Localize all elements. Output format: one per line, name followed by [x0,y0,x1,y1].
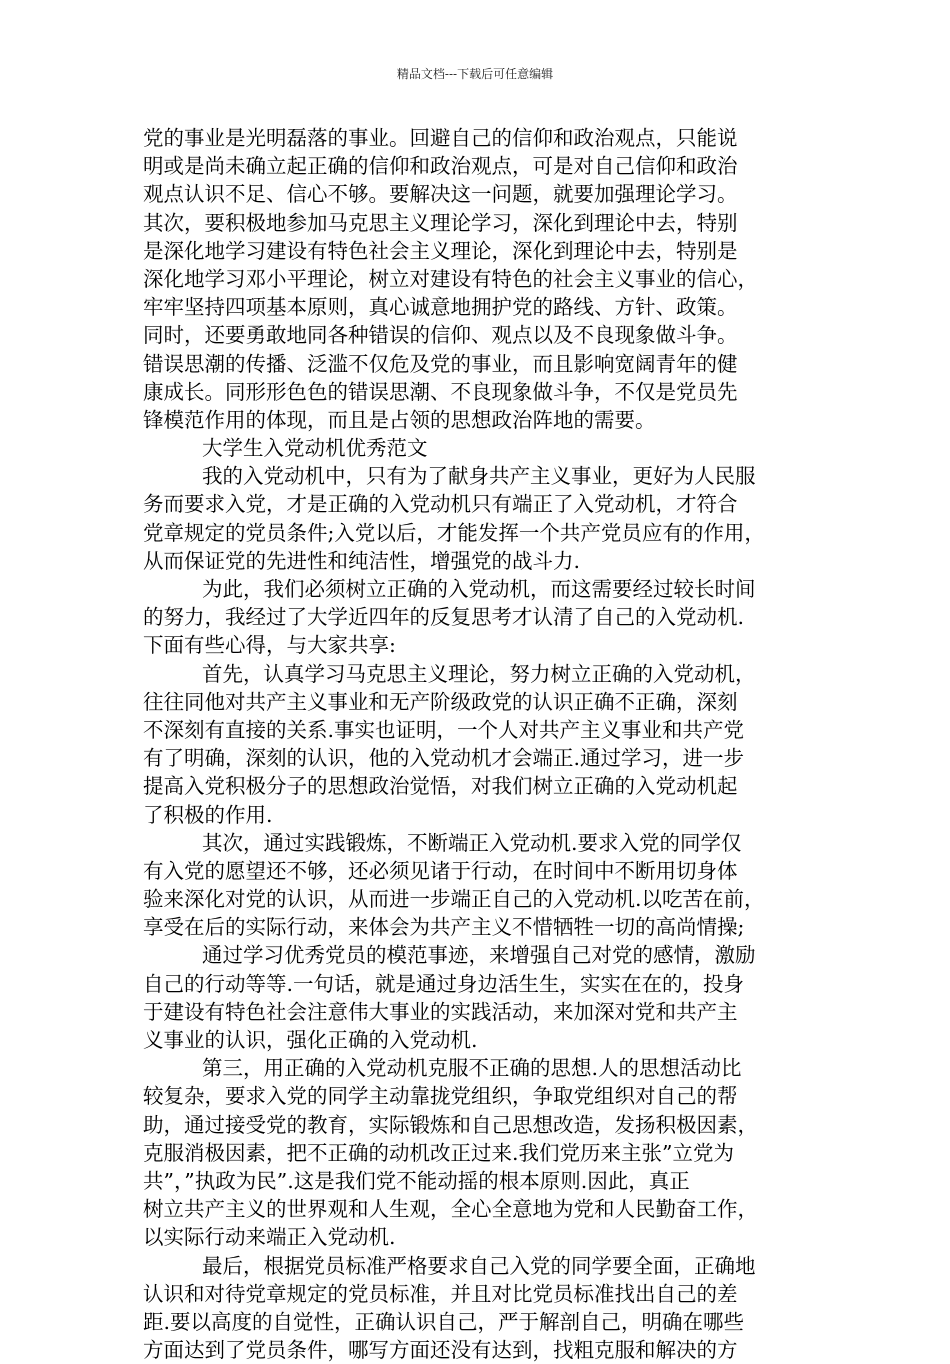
text-line: 通过学习优秀党员的模范事迹，来增强自己对党的感情，激励 [202,943,756,968]
text-line: 其次，要积极地参加马克思主义理论学习，深化到理论中去，特别 [143,210,738,235]
page-header: 精品文档---下载后可任意编辑 [396,67,554,81]
text-line: 锋模范作用的体现，而且是占领的思想政治阵地的需要。 [143,407,656,432]
text-line: 最后，根据党员标准严格要求自己入党的同学要全面，正确地 [202,1253,756,1278]
text-line: 从而保证党的先进性和纯洁性，增强党的战斗力. [143,548,581,573]
text-line: 其次，通过实践锻炼，不断端正入党动机.要求入党的同学仅 [202,830,742,855]
text-line: 自己的行动等等.一句话，就是通过身边活生生，实实在在的，投身 [143,971,745,996]
text-line: 第三，用正确的入党动机克服不正确的思想.人的思想活动比 [202,1056,742,1081]
text-line: 党的事业是光明磊落的事业。回避自己的信仰和政治观点，只能说 [143,126,738,150]
text-line: 大学生入党动机优秀范文 [202,436,428,461]
text-line: 提高入党积极分子的思想政治觉悟，对我们树立正确的入党动机起 [143,774,738,799]
text-line: 有了明确，深刻的认识，他的入党动机才会端正.通过学习，进一步 [143,746,745,771]
text-line: 共”，”执政为民”.这是我们党不能动摇的根本原则.因此，真正 [143,1168,690,1193]
text-line: 以实际行动来端正入党动机. [143,1225,396,1250]
text-line: 我的入党动机中，只有为了献身共产主义事业，更好为人民服 [202,464,756,489]
text-line: 了积极的作用. [143,802,273,827]
text-line: 错误思潮的传播、泛滥不仅危及党的事业，而且影响宽阔青年的健 [143,351,738,376]
text-line: 享受在后的实际行动，来体会为共产主义不惜牺牲一切的高尚情操; [143,915,745,940]
text-line: 有入党的愿望还不够，还必须见诸于行动，在时间中不断用切身体 [143,858,738,883]
text-line: 首先，认真学习马克思主义理论，努力树立正确的入党动机， [202,661,756,686]
text-line: 牢牢坚持四项基本原则，真心诚意地拥护党的路线、方针、政策。 [143,295,738,320]
text-line: 同时，还要勇敢地同各种错误的信仰、观点以及不良现象做斗争。 [143,323,738,348]
text-line: 下面有些心得，与大家共享: [143,633,396,658]
text-line: 树立共产主义的世界观和人生观，全心全意地为党和人民勤奋工作， [143,1197,758,1222]
text-line: 务而要求入党，才是正确的入党动机只有端正了入党动机，才符合 [143,492,738,517]
text-line: 党章规定的党员条件;入党以后，才能发挥一个共产党员应有的作用， [143,520,765,545]
text-line: 义事业的认识，强化正确的入党动机. [143,1028,478,1052]
text-line: 克服消极因素，把不正确的动机改正过来.我们党历来主张”立党为 [143,1140,734,1165]
text-line: 观点认识不足、信心不够。要解决这一问题，就要加强理论学习。 [143,182,738,207]
text-line: 方面达到了党员条件，哪写方面还没有达到，找粗克服和解决的方 [143,1338,738,1363]
text-line: 深化地学习邓小平理论，树立对建设有特色的社会主义事业的信心， [143,266,758,291]
text-line: 于建设有特色社会注意伟大事业的实践活动，来加深对党和共产主 [143,999,738,1024]
text-line: 明或是尚未确立起正确的信仰和政治观点，可是对自己信仰和政治 [143,154,738,179]
text-line: 较复杂，要求入党的同学主动靠拢党组织，争取党组织对自己的帮 [143,1084,738,1109]
document-body [143,124,825,1364]
text-line: 的努力，我经过了大学近四年的反复思考才认清了自己的入党动机. [143,605,745,630]
text-line: 助，通过接受党的教育，实际锻炼和自己思想改造，发扬积极因素， [143,1112,758,1137]
text-line: 不深刻有直接的关系.事实也证明，一个人对共产主义事业和共产党 [143,717,745,742]
text-line: 认识和对待党章规定的党员标准，并且对比党员标准找出自己的差 [143,1281,738,1306]
text-line: 为此，我们必须树立正确的入党动机，而这需要经过较长时间 [202,577,756,601]
text-line: 康成长。同形形色色的错误思潮、不良现象做斗争，不仅是党员先 [143,379,738,404]
text-line: 距.要以高度的自觉性，正确认识自己，严于解剖自己，明确在哪些 [143,1309,745,1334]
text-line: 验来深化对党的认识，从而进一步端正自己的入党动机.以吃苦在前， [143,887,765,912]
text-line: 是深化地学习建设有特色社会主义理论，深化到理论中去，特别是 [143,238,738,263]
text-line: 往往同他对共产主义事业和无产阶级政党的认识正确不正确，深刻 [143,689,738,714]
